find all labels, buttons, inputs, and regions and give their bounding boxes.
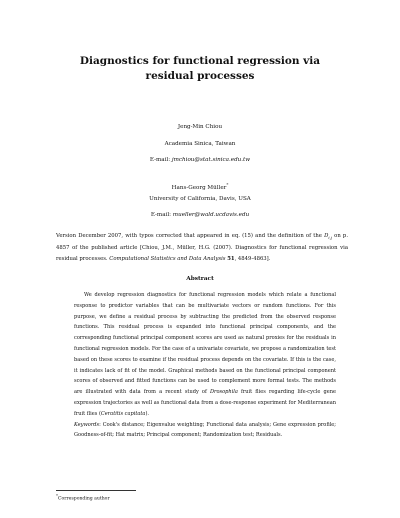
version-note <box>56 231 348 265</box>
version-note-symbol-subscript: i,j <box>328 235 332 241</box>
author-1-email-line <box>0 157 400 164</box>
author-1-email-label: E-mail: <box>149 157 171 163</box>
footnote <box>56 493 110 502</box>
author-2-email-label: E-mail: <box>150 212 171 218</box>
keywords-line <box>74 420 336 442</box>
author-2-footnote-marker: * <box>226 182 229 187</box>
author-2-name-line <box>0 181 400 192</box>
abstract-body <box>74 290 336 441</box>
author-2-name: Hans-Georg Müller <box>171 184 227 191</box>
abstract-species-drosophila: Drosophila <box>209 389 238 396</box>
author-2-email[interactable]: mueller@wald.ucdavis.edu <box>172 212 250 218</box>
version-note-symbol: D <box>324 233 329 239</box>
footnote-rule <box>56 490 136 491</box>
footnote-marker: * <box>56 493 58 498</box>
abstract-heading: Abstract <box>186 276 214 282</box>
version-note-text-1: Version December 2007, with typos corrected that appeared in eq. (15) and the definition of the <box>56 233 325 239</box>
version-note-pages: , 4849-4863]. <box>234 256 271 263</box>
version-note-volume: 51 <box>227 256 235 263</box>
version-note-text-2: on p. 4857 of the published article [Chiou, J.M., Müller, H.G. (2007). Diagnostics for functional regression via residual processes. <box>56 233 348 263</box>
footnote-text: Corresponding author <box>58 496 110 502</box>
author-1-affiliation: Academia Sinica, Taiwan <box>164 141 236 147</box>
abstract-text-3: ). <box>145 410 150 417</box>
abstract-text-2: fruit flies regarding life-cycle gene expression trajectories as well as functional data from a dose-response experiment for Mediterranean fruit flies ( <box>74 389 336 417</box>
author-2-email-line <box>0 212 400 219</box>
abstract-paragraph <box>74 290 336 420</box>
author-2-affiliation: University of California, Davis, USA <box>149 196 251 202</box>
abstract-species-ceratitis: Ceratitis capitata <box>100 410 146 417</box>
version-note-journal: Computational Statistics and Data Analysis <box>109 256 226 263</box>
keywords-list: : Cook's distance; Eigenvalue weighting; Functional data analysis; Gene expression profile; Goodness-of-fit; Hat matrix; Principal component; Randomization test; Residuals. <box>74 421 336 439</box>
keywords-label: Keywords <box>74 421 100 428</box>
abstract-text-1: We develop regression diagnostics for functional regression models which relate a functional response to predictor variables that can be multivariate vectors or random functions. For this purpose, we define a residual process by subtracting the predicted from the observed response functions. This residual process is expanded into functional principal components, and the corresponding functional principal component scores are used as natural proxies for the residuals in functional regression models. For the case of a univariate covariate, we propose a randomization test based on these scores to examine if the residual process depends on the covariate. If this is the case, it indicates lack of fit of the model. Graphical methods based on the functional principal component scores of observed and fitted functions can be used to complement more formal tests. The methods are illustrated with data from a recent study of <box>74 292 336 396</box>
paper-title: Diagnostics for functional regression via residual processes <box>79 55 321 82</box>
author-1-name: Jeng-Min Chiou <box>177 124 223 130</box>
author-1-email[interactable]: jmchiou@stat.sinica.edu.tw <box>171 157 251 163</box>
